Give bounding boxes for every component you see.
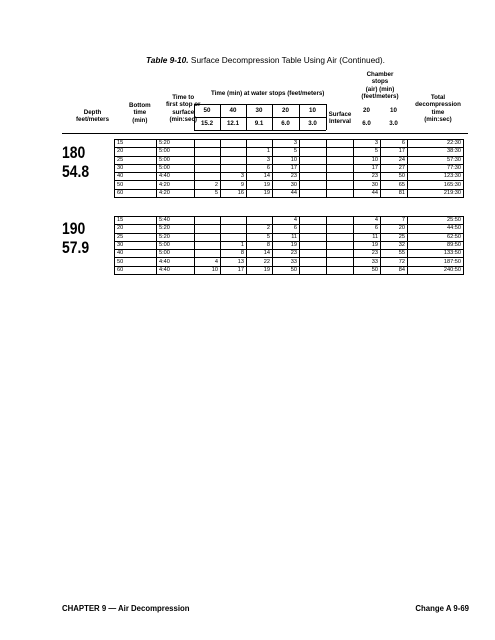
- table-cell: [300, 140, 327, 148]
- table-cell: [300, 189, 327, 197]
- table-cell: [327, 140, 354, 148]
- bottom-time-header-line: Bottom: [129, 102, 151, 109]
- table-cell: 20: [115, 225, 157, 233]
- table-cell: 5:00: [157, 156, 195, 164]
- table-cell: 2: [195, 181, 221, 189]
- table-row: [115, 189, 464, 197]
- table-cell: 3: [354, 140, 381, 148]
- table-cell: 40: [115, 173, 157, 181]
- table-cell: [221, 217, 247, 225]
- depth-table: [114, 139, 464, 198]
- header-box-border: [194, 130, 326, 131]
- table-cell: 23: [273, 250, 300, 258]
- table-cell: 240:50: [408, 266, 464, 274]
- chamber-stops-header-line: Chamber: [366, 71, 394, 78]
- first-stop-header-line: (min:sec): [169, 116, 197, 124]
- table-cell: [327, 250, 354, 258]
- table-cell: 20: [115, 148, 157, 156]
- table-cell: 60: [115, 266, 157, 274]
- depth-header-line: Depth: [83, 109, 102, 116]
- table-cell: 23: [354, 173, 381, 181]
- table-cell: [221, 164, 247, 172]
- table-cell: 10: [354, 156, 381, 164]
- table-cell: [327, 164, 354, 172]
- table-cell: [327, 241, 354, 249]
- table-row: [115, 258, 464, 266]
- table-cell: 5:00: [157, 148, 195, 156]
- table-cell: 5: [247, 233, 273, 241]
- table-cell: [300, 241, 327, 249]
- table-cell: 33: [354, 258, 381, 266]
- water-stop-feet: 40: [229, 107, 237, 114]
- table-row: [115, 148, 464, 156]
- table-cell: [195, 225, 221, 233]
- table-cell: 30: [115, 164, 157, 172]
- table-cell: 5: [195, 189, 221, 197]
- table-cell: 27: [381, 164, 408, 172]
- table-row: [115, 225, 464, 233]
- table-cell: 19: [273, 241, 300, 249]
- table-cell: 17: [273, 164, 300, 172]
- table-cell: 5:20: [157, 225, 195, 233]
- table-cell: 25: [115, 156, 157, 164]
- table-cell: 23: [354, 250, 381, 258]
- table-cell: 30: [115, 241, 157, 249]
- table-cell: [327, 233, 354, 241]
- table-cell: [221, 148, 247, 156]
- table-row: [115, 250, 464, 258]
- footer-page: Change A 9-69: [415, 604, 469, 613]
- table-cell: [247, 140, 273, 148]
- table-cell: [327, 225, 354, 233]
- table-cell: 9: [221, 181, 247, 189]
- table-cell: 5:00: [157, 250, 195, 258]
- table-cell: 14: [247, 173, 273, 181]
- table-cell: 5:20: [157, 233, 195, 241]
- water-stop-meters: 12.1: [226, 120, 240, 127]
- table-cell: 30: [273, 181, 300, 189]
- table-cell: 50: [381, 173, 408, 181]
- table-cell: [327, 156, 354, 164]
- table-cell: 4:40: [157, 173, 195, 181]
- first-stop-header-line: first stop or: [166, 101, 201, 109]
- table-cell: 5:40: [157, 217, 195, 225]
- total-decompression-header: [410, 94, 466, 124]
- table-cell: 32: [381, 241, 408, 249]
- table-cell: 84: [381, 266, 408, 274]
- table-cell: 50: [354, 266, 381, 274]
- table-cell: 25:50: [408, 217, 464, 225]
- table-cell: 6: [381, 140, 408, 148]
- table-cell: [195, 148, 221, 156]
- table-cell: [195, 250, 221, 258]
- depth-feet: 180: [62, 143, 86, 162]
- table-cell: [327, 258, 354, 266]
- table-cell: 4:20: [157, 181, 195, 189]
- table-cell: 165:30: [408, 181, 464, 189]
- table-cell: 38:30: [408, 148, 464, 156]
- table-cell: [195, 156, 221, 164]
- chamber-stop-feet: 10: [390, 107, 397, 114]
- table-cell: 6: [354, 225, 381, 233]
- table-cell: 57:30: [408, 156, 464, 164]
- table-cell: 44: [354, 189, 381, 197]
- table-cell: 20: [381, 225, 408, 233]
- table-cell: 15: [115, 217, 157, 225]
- table-cell: 44:50: [408, 225, 464, 233]
- table-caption: [146, 55, 385, 65]
- table-row: [115, 217, 464, 225]
- water-stops-title: Time (min) at water stops (feet/meters): [211, 90, 325, 97]
- table-cell: 25: [381, 233, 408, 241]
- table-cell: 5: [273, 148, 300, 156]
- water-stop-meters: 3.0: [308, 120, 317, 127]
- table-cell: 3: [247, 156, 273, 164]
- table-cell: [221, 140, 247, 148]
- chamber-stop-meters: 3.0: [389, 120, 398, 127]
- table-cell: [327, 148, 354, 156]
- depth-meters: 57.9: [62, 238, 90, 257]
- table-cell: 17: [221, 266, 247, 274]
- total-decompression-header-line: (min:sec): [424, 116, 452, 124]
- total-decompression-header-line: decompression: [415, 101, 461, 109]
- water-stop-meters: 9.1: [254, 120, 264, 127]
- water-stop-meters: 6.0: [281, 120, 290, 127]
- table-cell: 7: [381, 217, 408, 225]
- table-cell: [300, 217, 327, 225]
- table-cell: [300, 266, 327, 274]
- depth-feet: 190: [62, 219, 86, 238]
- table-cell: 3: [273, 140, 300, 148]
- chamber-stops-header-line: stops: [371, 78, 389, 86]
- table-cell: 8: [247, 241, 273, 249]
- table-cell: [195, 241, 221, 249]
- table-cell: [195, 217, 221, 225]
- depth-header: [76, 109, 109, 124]
- table-cell: 60: [115, 189, 157, 197]
- surface-interval-header-line: Surface: [328, 111, 352, 118]
- table-cell: [300, 225, 327, 233]
- depth-table: [114, 216, 464, 275]
- table-cell: [300, 233, 327, 241]
- water-stop-feet: 30: [255, 107, 263, 114]
- table-cell: 5:20: [157, 140, 195, 148]
- table-cell: 16: [221, 189, 247, 197]
- chamber-stops-header: [353, 71, 407, 101]
- table-cell: 133:50: [408, 250, 464, 258]
- table-cell: 8: [221, 250, 247, 258]
- table-cell: 15: [115, 140, 157, 148]
- table-cell: 10: [273, 156, 300, 164]
- depth-label: [62, 143, 89, 181]
- table-cell: 219:30: [408, 189, 464, 197]
- table-cell: 50: [115, 181, 157, 189]
- first-stop-header-line: Time to: [172, 94, 195, 101]
- table-cell: 4: [354, 217, 381, 225]
- chamber-stops-header-line: (feet/meters): [361, 93, 399, 101]
- table-row: [115, 140, 464, 148]
- table-cell: [300, 173, 327, 181]
- table-cell: 4:40: [157, 258, 195, 266]
- water-stop-meters: 15.2: [200, 120, 214, 127]
- table-cell: 44: [273, 189, 300, 197]
- table-cell: 4:20: [157, 189, 195, 197]
- table-row: [115, 173, 464, 181]
- table-cell: 19: [247, 189, 273, 197]
- table-cell: 11: [273, 233, 300, 241]
- table-cell: [195, 173, 221, 181]
- chamber-stop-feet: 20: [363, 107, 370, 114]
- table-cell: 17: [354, 164, 381, 172]
- table-cell: [195, 140, 221, 148]
- total-decompression-header-line: time: [431, 108, 445, 116]
- chamber-stop-meters: 6.0: [362, 120, 371, 127]
- table-cell: 5: [354, 148, 381, 156]
- chamber-stops-header-line: (air) (min): [365, 85, 395, 93]
- table-cell: 50: [115, 258, 157, 266]
- table-cell: 4: [273, 217, 300, 225]
- table-cell: [221, 225, 247, 233]
- depth-header-line: feet/meters: [76, 116, 110, 124]
- table-cell: [327, 266, 354, 274]
- table-cell: [247, 217, 273, 225]
- table-cell: [300, 258, 327, 266]
- table-cell: 22:30: [408, 140, 464, 148]
- bottom-time-header: [129, 102, 151, 124]
- depth-label: [62, 219, 89, 257]
- table-row: [115, 233, 464, 241]
- footer-chapter: CHAPTER 9 — Air Decompression: [62, 604, 190, 613]
- surface-interval-header: [326, 111, 354, 126]
- table-cell: [195, 164, 221, 172]
- table-row: [115, 241, 464, 249]
- table-cell: 1: [247, 148, 273, 156]
- table-cell: [327, 181, 354, 189]
- header-box-border: [194, 104, 326, 105]
- table-cell: [221, 233, 247, 241]
- table-cell: [327, 173, 354, 181]
- table-cell: 81: [381, 189, 408, 197]
- table-cell: 19: [247, 181, 273, 189]
- table-cell: 23: [273, 173, 300, 181]
- table-cell: 11: [354, 233, 381, 241]
- table-row: [115, 266, 464, 274]
- table-cell: 4:40: [157, 266, 195, 274]
- table-cell: 1: [221, 241, 247, 249]
- first-stop-header-line: surface: [172, 108, 195, 116]
- table-cell: 6: [247, 164, 273, 172]
- table-cell: 40: [115, 250, 157, 258]
- table-cell: 30: [354, 181, 381, 189]
- table-cell: 62:50: [408, 233, 464, 241]
- table-cell: 19: [247, 266, 273, 274]
- bottom-time-header-line: time: [133, 109, 147, 117]
- table-cell: 3: [221, 173, 247, 181]
- caption-title: Surface Decompression Table Using Air (Continued).: [190, 55, 385, 65]
- table-cell: 22: [247, 258, 273, 266]
- table-cell: 6: [273, 225, 300, 233]
- table-cell: 89:50: [408, 241, 464, 249]
- table-cell: [300, 164, 327, 172]
- table-cell: [300, 181, 327, 189]
- header-box-border: [194, 117, 326, 118]
- table-cell: 13: [221, 258, 247, 266]
- table-cell: [195, 233, 221, 241]
- depth-meters: 54.8: [62, 162, 90, 181]
- surface-interval-header-line: Interval: [328, 118, 351, 126]
- table-cell: 10: [195, 266, 221, 274]
- table-cell: 19: [354, 241, 381, 249]
- header-rule: [62, 133, 468, 134]
- table-cell: 4: [195, 258, 221, 266]
- table-cell: 5:00: [157, 164, 195, 172]
- total-decompression-header-line: Total: [430, 94, 446, 101]
- table-cell: [221, 156, 247, 164]
- water-stop-feet: 50: [203, 107, 211, 114]
- table-cell: 187:50: [408, 258, 464, 266]
- table-cell: 123:30: [408, 173, 464, 181]
- table-cell: [300, 156, 327, 164]
- table-cell: 55: [381, 250, 408, 258]
- table-cell: 17: [381, 148, 408, 156]
- table-cell: 24: [381, 156, 408, 164]
- table-cell: 2: [247, 225, 273, 233]
- table-row: [115, 164, 464, 172]
- table-cell: 5:00: [157, 241, 195, 249]
- water-stop-feet: 20: [282, 107, 289, 114]
- table-cell: 50: [273, 266, 300, 274]
- table-cell: [300, 250, 327, 258]
- table-cell: 33: [273, 258, 300, 266]
- table-cell: 72: [381, 258, 408, 266]
- table-cell: [327, 217, 354, 225]
- table-cell: 25: [115, 233, 157, 241]
- table-row: [115, 181, 464, 189]
- table-cell: 77:30: [408, 164, 464, 172]
- table-cell: [327, 189, 354, 197]
- caption-label: Table 9-10.: [146, 55, 189, 65]
- table-cell: 14: [247, 250, 273, 258]
- table-row: [115, 156, 464, 164]
- bottom-time-header-line: (min): [132, 116, 148, 124]
- water-stop-feet: 10: [309, 107, 316, 114]
- table-cell: 65: [381, 181, 408, 189]
- table-cell: [300, 148, 327, 156]
